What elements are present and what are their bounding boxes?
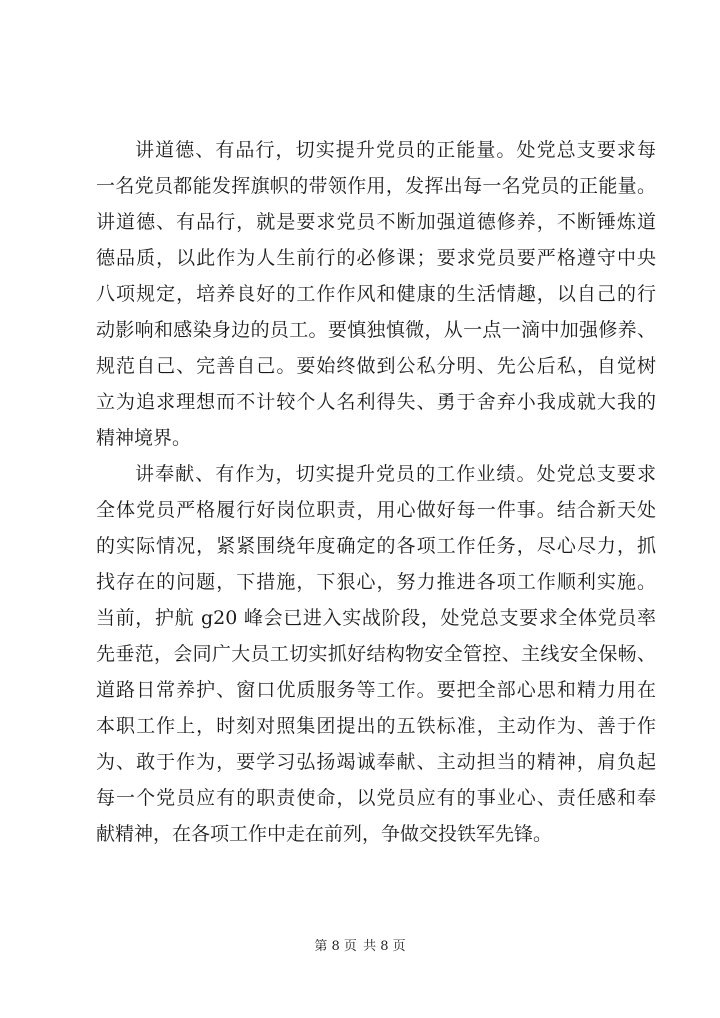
paragraph-line: 德品质，以此作为人生前行的必修课；要求党员要严格遵守中央 <box>96 247 656 269</box>
paragraph-line: 本职工作上，时刻对照集团提出的五铁标准，主动作为、善于作 <box>96 715 656 737</box>
paragraph-line: 全体党员严格履行好岗位职责，用心做好每一件事。结合新天处 <box>96 499 656 521</box>
paragraph-line: 道路日常养护、窗口优质服务等工作。要把全部心思和精力用在 <box>96 679 656 701</box>
paragraph-line: 讲道德、有品行，就是要求党员不断加强道德修养，不断锤炼道 <box>96 211 656 233</box>
paragraph-line: 立为追求理想而不计较个人名利得失、勇于舍弃小我成就大我的 <box>96 391 656 413</box>
paragraph-line: 为、敢于作为，要学习弘扬竭诚奉献、主动担当的精神，肩负起 <box>96 751 656 773</box>
paragraph-line: 讲奉献、有作为，切实提升党员的工作业绩。处党总支要求 <box>135 463 656 485</box>
paragraph-line: 动影响和感染身边的员工。要慎独慎微，从一点一滴中加强修养、 <box>96 319 656 341</box>
paragraph-line: 规范自己、完善自己。要始终做到公私分明、先公后私，自觉树 <box>96 355 656 377</box>
paragraph-line: 献精神，在各项工作中走在前列，争做交投铁军先锋。 <box>96 823 553 845</box>
paragraph-line: 讲道德、有品行，切实提升党员的正能量。处党总支要求每 <box>135 139 656 161</box>
paragraph-line: 每一个党员应有的职责使命，以党员应有的事业心、责任感和奉 <box>96 787 656 809</box>
paragraph-line: 找存在的问题，下措施，下狠心，努力推进各项工作顺利实施。 <box>96 571 656 593</box>
paragraph-line: 的实际情况，紧紧围绕年度确定的各项工作任务，尽心尽力，抓 <box>96 535 656 557</box>
page-total: 共 8 页 <box>363 939 406 954</box>
page-number: 第 8 页 <box>314 939 357 954</box>
page-footer <box>0 938 720 956</box>
paragraph-line: 八项规定，培养良好的工作作风和健康的生活情趣，以自己的行 <box>96 283 656 305</box>
paragraph-line: 精神境界。 <box>96 427 192 449</box>
paragraph-line: 先垂范，会同广大员工切实抓好结构物安全管控、主线安全保畅、 <box>96 643 656 665</box>
paragraph-line: 当前，护航 g20 峰会已进入实战阶段，处党总支要求全体党员率 <box>96 607 656 629</box>
paragraph-line: 一名党员都能发挥旗帜的带领作用，发挥出每一名党员的正能量。 <box>96 175 656 197</box>
